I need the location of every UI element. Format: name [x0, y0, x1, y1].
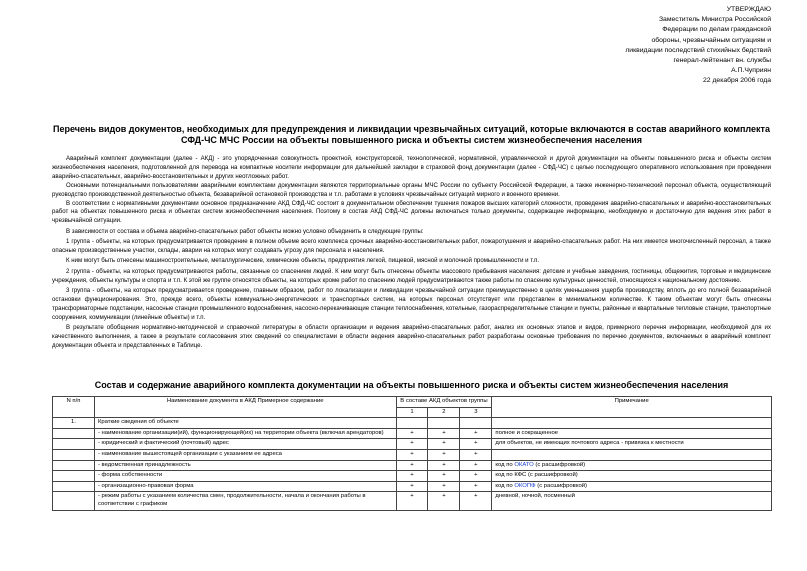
header-groups: В составе АКД объектов группы — [396, 397, 492, 408]
row-group-2: + — [428, 481, 460, 492]
row-group-2: + — [428, 449, 460, 460]
table-row — [53, 471, 772, 482]
header-group-3: 3 — [460, 407, 492, 418]
table-row — [53, 460, 772, 471]
row-group-2: + — [428, 428, 460, 439]
row-group-1: + — [396, 481, 428, 492]
approval-block — [611, 5, 771, 87]
row-note: полное и сокращенное — [492, 428, 772, 439]
row-name: - организационно-правовая форма — [94, 481, 396, 492]
approval-line: ликвидации последствий стихийных бедствий — [625, 46, 771, 54]
row-group-1: + — [396, 471, 428, 482]
row-group-1: + — [396, 492, 428, 510]
row-note — [492, 449, 772, 460]
paragraph: В соответствии с нормативными документами основное предназначение АКД СФД-ЧС состоит в документальном обеспечении тушения пожаров высших категорий сложности, проведения аварийно-спасательных и аварийно-восстановительных работ на объектах повышенного риска и объектах систем жизнеобеспечения населения. Поэтому в состав АКД СФД-ЧС должны включаться только документы, содержащие информацию, необходимую и достаточную для ведения этих работ в чрезвычайной ситуации. — [52, 199, 771, 225]
approval-line: обороны, чрезвычайным ситуациям и — [651, 36, 771, 44]
header-num: N п/п — [53, 397, 95, 418]
row-group-3: + — [460, 439, 492, 450]
table-row — [53, 449, 772, 460]
table-row — [53, 428, 772, 439]
row-group-2: + — [428, 492, 460, 510]
table-header-row — [53, 397, 772, 408]
row-group-2: + — [428, 460, 460, 471]
header-note: Примечание — [492, 397, 772, 418]
table-row — [53, 439, 772, 450]
row-group-3: + — [460, 428, 492, 439]
header-group-1: 1 — [396, 407, 428, 418]
row-note: код по ОКОПФ (с расшифровкой) — [492, 481, 772, 492]
approval-line: Федерации по делам гражданской — [662, 26, 771, 34]
approval-line: УТВЕРЖДАЮ — [726, 6, 771, 13]
row-name: - ведомственная принадлежность — [94, 460, 396, 471]
paragraph: 2 группа - объекты, на которых предусматриваются работы, связанные со спасением людей. К ним могут быть отнесены объекты массового пребывания населения: детские и учебные заведения, гостиницы, общежития, торговые и медицинские учреждения, объекты культуры и спорта и т.п. К этой же группе относятся объекты, на которых кроме работ по спасению людей предусматриваются также работы по спасению культурных ценностей, относящихся к национальному достоянию. — [52, 267, 771, 284]
row-group-1: + — [396, 449, 428, 460]
row-group-3: + — [460, 460, 492, 471]
row-name: - наименование организации(ий), функционирующей(их) на территории объекта (включая арендаторов) — [94, 428, 396, 439]
row-name: - юридический и фактический (почтовый) адрес — [94, 439, 396, 450]
row-note: дневной, ночной, посменный — [492, 492, 772, 510]
paragraph: Основными потенциальными пользователями аварийными комплектами документации являются территориальные органы МЧС России по субъекту Российской Федерации, а также инженерно-технический персонал объекта, осуществляющий руководство производственной деятельностью объекта, безаварийной остановкой производства и т.п. работами в условиях чрезвычайных ситуаций мирного и военного времени. — [52, 181, 771, 198]
row-group-1: + — [396, 439, 428, 450]
row-group-3: + — [460, 449, 492, 460]
row-note: для объектов, не имеющих почтового адреса - привязка к местности — [492, 439, 772, 450]
section-title: Состав и содержание аварийного комплекта документации на объекты повышенного риска и объекты систем жизнеобеспечения населения — [94, 380, 729, 390]
okato-link[interactable]: ОКАТО — [514, 461, 534, 468]
row-name: - форма собственности — [94, 471, 396, 482]
title-line-1: Перечень видов документов, необходимых для предупреждения и ликвидации чрезвычайных ситуаций, которые включаются в состав аварийного комплекта — [53, 124, 770, 134]
paragraph: Аварийный комплект документации (далее - АКД) - это упорядоченная совокупность проектной, конструкторской, технологической, нормативной, управленческой и другой документации на объекты повышенного риска и объекты систем жизнеобеспечения населения, подготовленной для перевода на компактные носители информации для дальнейшей закладки в страховой фонд документации (далее - СФД-ЧС) с целью последующего оперативного использования при проведении аварийно-спасательных, аварийно-восстановительных и других неотложных работ. — [52, 155, 771, 180]
row-group-3: + — [460, 471, 492, 482]
header-group-2: 2 — [428, 407, 460, 418]
approval-line: Заместитель Министра Российской — [658, 16, 771, 24]
row-note: код по ОКАТО (с расшифровкой) — [492, 460, 772, 471]
header-name: Наименование документа в АКД Примерное содержание — [94, 397, 396, 418]
title-line-2: СФД-ЧС МЧС России на объекты повышенного риска и объекты систем жизнеобеспечения населения — [180, 135, 643, 145]
approval-line: А.П.Чуприян — [731, 67, 771, 75]
row-name: - наименование вышестоящей организации с указанием ее адреса — [94, 449, 396, 460]
row-group-1: + — [396, 428, 428, 439]
paragraph: В зависимости от состава и объема аварийно-спасательных работ объекты можно условно объединить в следующие группы: — [66, 227, 424, 235]
section-num: 1. — [53, 418, 95, 429]
row-note: код по КФС (с расшифровкой) — [492, 471, 772, 482]
body-text — [52, 155, 771, 351]
documents-table — [52, 396, 772, 511]
section-name: Краткие сведения об объекте — [94, 418, 396, 429]
table-row — [53, 481, 772, 492]
row-group-2: + — [428, 439, 460, 450]
table-section-row — [53, 418, 772, 429]
row-group-1: + — [396, 460, 428, 471]
paragraph: В результате обобщения нормативно-методической и справочной литературы в области организации и ведения аварийно-спасательных работ, анализ их основных этапов и видов, примерного перечня информации, необходимой для их качественного выполнения, а также в результате согласования этих сведений со специалистами в области ведения аварийно-спасательных работ разработаны основные требования по перечню документов, включаемых в аварийный комплект документации объекта и представленных в Таблице. — [52, 324, 771, 350]
row-group-3: + — [460, 481, 492, 492]
paragraph: 3 группа - объекты, на которых предусматривается проведение, главным образом, работ по локализации и ликвидации чрезвычайной ситуации преимущественно в целях уменьшения ущерба производству, вплоть до его полной безаварийной остановки функционирования. Это, прежде всего, объекты коммунально-энергетических и транспортных систем, на которых персонал отсутствует или представлен в минимальном количестве. К таким объектам могут быть отнесены трансформаторные подстанции, насосные станции промышленного водоснабжения, насосно-перекачивающие станции теплоснабжения, котельные, газораспределительные станции и пункты, районные и квартальные тепловые станции, транспортные сооружения, коммуникации (линейные объекты) и т.п. — [52, 287, 771, 321]
row-group-2: + — [428, 471, 460, 482]
paragraph: 1 группа - объекты, на которых предусматривается проведение в полном объеме всего комплекса срочных аварийно-восстановительных работ, пожаротушения и аварийно-спасательных работ. На них имеется многочисленный персонал, а также опасные производственные участки, склады, аварии на которых могут создавать угрозу для персонала и населения. — [52, 238, 771, 255]
approval-line: 22 декабря 2006 года — [703, 77, 771, 85]
okopf-link[interactable]: ОКОПФ — [514, 482, 536, 489]
row-group-3: + — [460, 492, 492, 510]
table-row — [53, 492, 772, 510]
document-title — [52, 124, 771, 146]
row-name: - режим работы с указанием количества смен, продолжительности, начала и окончания работы в соответствии с графиком — [94, 492, 396, 510]
paragraph: К ним могут быть отнесены машиностроительные, металлургические, химические объекты, предприятия легкой, пищевой, мясной и молочной промышленности и т.п. — [66, 257, 540, 265]
approval-line: генерал-лейтенант вн. службы — [673, 57, 771, 65]
